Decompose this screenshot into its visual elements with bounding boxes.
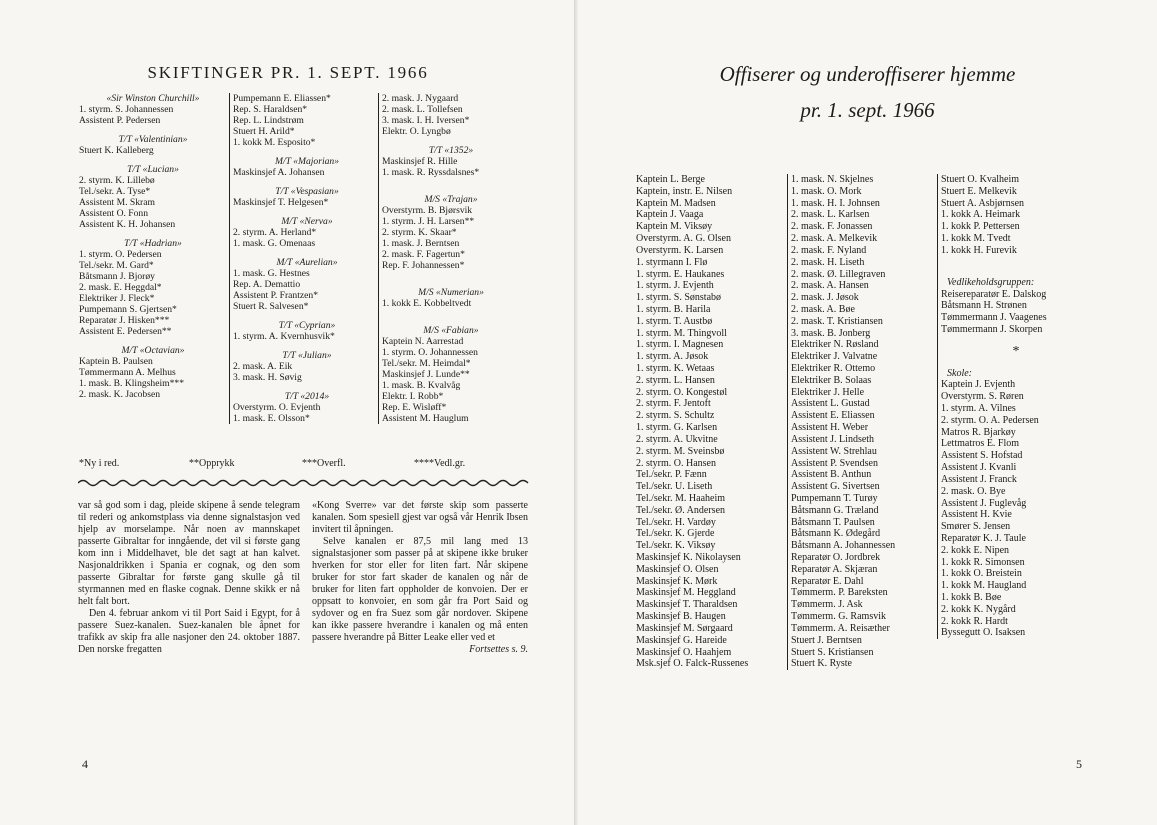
crew-entry: 2. mask. K. Jacobsen — [79, 389, 160, 400]
ship-heading: M/S «Numerian» — [418, 287, 484, 298]
crew-entry: 1. kokk M. Tvedt — [941, 233, 1011, 245]
crew-entry: Tel./sekr. M. Haaheim — [636, 492, 725, 504]
crew-entry: 1. mask. O. Mork — [791, 185, 862, 197]
footnote-maintenance: ****Vedl.gr. — [414, 458, 466, 469]
crew-entry: Msk.sjef O. Falck-Russenes — [636, 658, 749, 670]
crew-entry: Assistent K. H. Johansen — [79, 219, 176, 230]
crew-entry: 1. styrm. S. Johannessen — [79, 104, 174, 115]
asterism-divider: * — [1012, 343, 1020, 359]
crew-entry: 1. styrm. K. Wetaas — [636, 363, 715, 374]
crew-entry: 2. mask. J. Jøsok — [791, 292, 859, 304]
spacer — [382, 309, 520, 317]
crew-entry: 1. styrm. J. Evjenth — [636, 280, 714, 292]
crew-entry: 2. kokk K. Nygård — [941, 603, 1016, 615]
crew-entry: 2. styrm. L. Hansen — [636, 374, 715, 386]
crew-entry: Pumpemann E. Eliassen* — [233, 93, 331, 104]
crew-entry: Maskinsjef A. Johansen — [233, 167, 325, 178]
group-heading: Skole: — [947, 367, 972, 379]
spacer — [941, 257, 1091, 267]
right-page-title: Offiserer og underoffiserer hjemme — [719, 62, 1016, 86]
ship-heading: T/T «Hadrian» — [124, 238, 182, 249]
crew-entry: 1. kokk O. Breistein — [941, 568, 1022, 580]
spacer — [233, 208, 381, 216]
spacer — [233, 383, 381, 391]
wavy-divider — [78, 477, 530, 489]
crew-entry: 1. kokk A. Heimark — [941, 209, 1021, 221]
spacer — [79, 126, 227, 134]
crew-entry: Assistent P. Svendsen — [791, 457, 878, 469]
crew-entry: Kaptein M. Madsen — [636, 197, 716, 209]
crew-entry: 2. mask. E. Heggdal* — [79, 282, 162, 293]
crew-entry: Båtsmann K. Ødegård — [791, 528, 881, 540]
footnote-transfer: ***Overfl. — [302, 458, 346, 469]
crew-entry: Assistent P. Frantzen* — [233, 290, 319, 301]
crew-entry: Båtsmann A. Johannessen — [791, 540, 896, 552]
crew-entry: Assistent E. Pedersen** — [79, 326, 172, 337]
crew-entry: Overstyrm. K. Larsen — [636, 244, 724, 256]
spacer — [233, 312, 381, 320]
crew-entry: 3. mask. B. Jonberg — [791, 327, 871, 339]
page-number-left: 4 — [82, 757, 88, 771]
crew-entry: Assistent J. Kvanli — [941, 462, 1017, 474]
crew-entry: Assistent M. Skram — [79, 197, 155, 208]
ship-heading: T/T «2014» — [284, 391, 330, 402]
spacer — [941, 358, 1091, 368]
crew-entry: 1. mask. J. Berntsen — [382, 238, 460, 249]
crew-entry: Maskinsjef O. Haahjem — [636, 646, 732, 658]
crew-entry: Tel./sekr. A. Tyse* — [79, 186, 151, 197]
crew-entry: Tel./sekr. M. Heimdal* — [382, 358, 471, 369]
crew-entry: Tømmermann J. Skorpen — [941, 323, 1043, 335]
crew-entry: 1. kokk B. Bøe — [941, 592, 1002, 603]
crew-entry: Tømmerm. G. Ramsvik — [791, 611, 886, 623]
ship-heading: M/T «Aurelian» — [276, 257, 338, 268]
right-page-subtitle: pr. 1. sept. 1966 — [800, 98, 935, 122]
crew-entry: Elektriker N. Røsland — [791, 339, 879, 351]
crew-entry: Stuert H. Arild* — [233, 126, 295, 137]
ship-heading: M/T «Octavian» — [121, 345, 185, 356]
crew-entry: 2. mask. J. Nygaard — [382, 93, 459, 104]
crew-entry: Reparatør A. Skjæran — [791, 563, 878, 575]
spacer — [382, 279, 520, 287]
crew-entry: Elektriker J. Helle — [791, 386, 865, 398]
ship-heading: T/T «Cyprian» — [278, 320, 336, 331]
article-paragraph: Selve kanalen er 87,5 mil lang med 13 signalstasjoner som passer på at skipene ikke bruker hverken for stor eller for liten fart. Når skipene bruker for stor fart skader de kanalen og når de bruker for liten fart oppholder de konvoien. Der er oppsatt to konvoier, en som går fra Port Said og sydover og en fra Suez som går nordover. Skipene kan ikke passere hverandre i kanalen og må enten passere hverandre på Bitter Leake eller ved et — [312, 536, 528, 643]
spacer — [79, 337, 227, 345]
crew-entry: Assistent J. Fuglevåg — [941, 497, 1027, 509]
officers-column-2 — [787, 174, 937, 670]
crew-entry: 3. mask. I. H. Iversen* — [382, 115, 470, 126]
crew-entry: 1. mask. G. Omenaas — [233, 238, 316, 249]
crew-entry: 1. styrm. M. Thingvoll — [636, 327, 727, 339]
spacer — [79, 156, 227, 164]
crew-entry: 2. mask. A. Hansen — [791, 280, 869, 292]
spacer — [941, 267, 1091, 277]
crew-entry: Tel./sekr. H. Vardøy — [636, 516, 716, 528]
crew-entry: Overstyrm. S. Røren — [941, 391, 1024, 403]
crew-entry: Overstyrm. A. G. Olsen — [636, 233, 731, 245]
article-column-2 — [312, 500, 528, 656]
ship-heading: T/T «Valentinian» — [118, 134, 188, 145]
crew-entry: Elektriker J. Fleck* — [79, 293, 155, 304]
crew-entry: 2. styrm. A. Herland* — [233, 227, 317, 238]
crew-entry: 1. styrm. A. Vilnes — [941, 403, 1016, 414]
spacer — [79, 230, 227, 238]
crew-entry: Assistent H. Weber — [791, 422, 869, 434]
crew-entry: 2. mask. A. Bøe — [791, 303, 855, 315]
crew-entry: Kaptein N. Aarrestad — [382, 336, 464, 347]
crew-entry: Båtsmann T. Paulsen — [791, 516, 875, 528]
crew-entry: Stuert K. Kalleberg — [79, 145, 154, 156]
crew-entry: Byssegutt O. Isaksen — [941, 627, 1026, 639]
spacer — [233, 148, 381, 156]
crew-entry: 1. kokk M. Esposito* — [233, 137, 316, 148]
crew-entry: 2. kokk R. Hardt — [941, 615, 1008, 627]
crew-entry: 2. styrm. F. Jentoft — [636, 398, 711, 410]
crew-entry: Assistent J. Franck — [941, 473, 1017, 485]
crew-entry: 2. mask. F. Fagertun* — [382, 249, 465, 260]
crew-entry: Tel./sekr. K. Viksøy — [636, 540, 716, 552]
spacer — [233, 249, 381, 257]
crew-entry: 2. mask. L. Karlsen — [791, 209, 870, 221]
crew-entry: Stuert O. Kvalheim — [941, 174, 1020, 185]
crew-entry: 2. mask. A. Melkevik — [791, 233, 878, 245]
crew-entry: Tel./sekr. U. Liseth — [636, 481, 713, 493]
article-paragraph: var så god som i dag, pleide skipene å sende telegram til rederi og ankomstplass via denne signalstasjon ved hjelp av morselampe. Når noen av mannskapet passerte Gibraltar for inngående, det vil si første gang kom inn i Middelhavet, ble det sagt at han kalvet. Nasjonaldrikken i Spania er cognak, og den som passerte Gibraltar for første gang skulle gå til styrmannen med en flaske cognak. Denne skikk er nå helt falt bort. — [78, 500, 300, 607]
crew-entry: Elektriker J. Valvatne — [791, 351, 878, 363]
crew-entry: Rep. L. Lindstrøm — [233, 115, 304, 126]
crew-entry: 1. styrm. T. Austbø — [636, 315, 713, 327]
officers-column-3 — [937, 174, 1091, 639]
crew-entry: Assistent E. Eliassen — [791, 410, 875, 422]
crew-entry: Assistent P. Pedersen — [79, 115, 161, 126]
crew-entry: Maskinsjef T. Tharaldsen — [636, 599, 738, 611]
ship-heading: M/T «Nerva» — [281, 216, 333, 227]
continued-note: Fortsettes s. 9. — [469, 644, 528, 655]
crew-entry: 1. mask. B. Klingsheim*** — [79, 378, 184, 389]
footnote-promotion: **Opprykk — [189, 458, 235, 469]
footnote-new: *Ny i red. — [79, 458, 120, 469]
ship-heading: T/T «1352» — [428, 145, 474, 156]
crew-entry: Kaptein J. Evjenth — [941, 379, 1016, 391]
crew-entry: Reisereparatør E. Dalskog — [941, 288, 1047, 300]
spacer — [382, 137, 520, 145]
crew-entry: 2. mask. F. Nyland — [791, 244, 867, 256]
crew-entry: 1. styrm. S. Sønstabø — [636, 292, 722, 304]
left-page-title: SKIFTINGER PR. 1. SEPT. 1966 — [147, 63, 429, 82]
crew-entry: 2. mask. F. Jonassen — [791, 221, 873, 233]
crew-entry: Tel./sekr. Ø. Andersen — [636, 504, 726, 516]
crew-entry: Maskinsjef O. Olsen — [636, 563, 719, 575]
crew-entry: Tel./sekr. P. Fænn — [636, 469, 707, 481]
crew-entry: Båtsmann H. Strønen — [941, 300, 1027, 312]
ship-heading: M/T «Majorian» — [274, 156, 340, 167]
crew-changes-column-2 — [229, 93, 381, 424]
crew-entry: 1. styrm. G. Karlsen — [636, 422, 718, 434]
crew-entry: Elektriker R. Ottemo — [791, 363, 876, 374]
crew-entry: 1. styrm. O. Pedersen — [79, 249, 162, 260]
crew-entry: Tømmerm. A. Reisæther — [791, 622, 890, 634]
crew-entry: Tømmermann J. Vaagenes — [941, 312, 1047, 324]
article-paragraph: Den 4. februar ankom vi til Port Said i Egypt, for å passere Suez-kanalen. Suez-kanalen ble åpnet for trafikk av skip fra alle nasjoner den 24. oktober 1887. Den norske fregatten — [78, 608, 300, 655]
crew-entry: 2. styrm. M. Sveinsbø — [636, 445, 725, 457]
left-page — [0, 0, 576, 825]
crew-entry: 1. styrm. A. Kvernhusvik* — [233, 331, 335, 342]
crew-entry: 1. mask. B. Kvalvåg — [382, 380, 461, 391]
crew-entry: 1. styrm. A. Jøsok — [636, 351, 709, 363]
crew-entry: Lettmatros E. Flom — [941, 438, 1020, 450]
crew-entry: Kaptein B. Paulsen — [79, 356, 153, 367]
crew-entry: 1. kokk E. Kobbeltvedt — [382, 298, 472, 309]
crew-entry: 2. styrm. K. Skaar* — [382, 227, 457, 238]
crew-entry: Assistent H. Kvie — [941, 509, 1012, 521]
crew-entry: Tømmerm. P. Bareksten — [791, 587, 888, 599]
crew-entry: Båtsmann G. Træland — [791, 504, 879, 516]
crew-entry: Assistent W. Strehlau — [791, 445, 877, 457]
crew-entry: Assistent B. Anthun — [791, 469, 872, 481]
ship-heading: T/T «Julian» — [282, 350, 332, 361]
article-paragraph: «Kong Sverre» var det første skip som passerte kanalen. Som spesiell gjest var også vår Henrik Ibsen invitert til åpningen. — [312, 500, 528, 535]
crew-entry: 2. kokk E. Nipen — [941, 544, 1010, 556]
crew-entry: Rep. A. Demattio — [233, 279, 301, 290]
crew-entry: Tømmermann A. Melhus — [79, 367, 176, 378]
ship-heading: «Sir Winston Churchill» — [106, 93, 200, 104]
crew-entry: Maskinsjef M. Heggland — [636, 587, 736, 599]
crew-entry: 1. mask. R. Ryssdalsnes* — [382, 167, 480, 178]
crew-entry: 3. mask. H. Søvig — [233, 372, 302, 383]
crew-entry: 1. kokk M. Haugland — [941, 580, 1027, 592]
spacer — [382, 186, 520, 194]
crew-entry: Assistent G. Sivertsen — [791, 481, 880, 493]
crew-entry: 1. mask. E. Olsson* — [233, 413, 310, 424]
crew-entry: 1. styrm. J. H. Larsen** — [382, 216, 475, 227]
crew-entry: Stuert J. Berntsen — [791, 634, 862, 646]
crew-entry: Kaptein M. Viksøy — [636, 221, 713, 233]
crew-entry: 2. mask. H. Liseth — [791, 256, 865, 268]
crew-entry: Assistent S. Hofstad — [941, 450, 1023, 462]
crew-entry: Reparatør J. Hisken*** — [79, 315, 170, 326]
crew-entry: Tel./sekr. M. Gard* — [79, 260, 154, 271]
crew-entry: 1. styrm. B. Harila — [636, 303, 711, 315]
crew-entry: 2. mask. A. Eik — [233, 361, 293, 372]
spacer — [382, 271, 520, 279]
crew-entry: Stuert K. Ryste — [791, 658, 852, 670]
crew-entry: Kaptein, instr. E. Nilsen — [636, 185, 733, 197]
article-column-1 — [78, 500, 300, 656]
crew-entry: Pumpemann S. Gjertsen* — [79, 304, 177, 315]
crew-entry: Stuert E. Melkevik — [941, 185, 1017, 197]
spacer — [382, 317, 520, 325]
crew-entry: Matros R. Bjarkøy — [941, 426, 1016, 438]
crew-entry: Elektr. I. Robb* — [382, 391, 444, 402]
page-number-right: 5 — [1076, 757, 1082, 771]
crew-entry: 1. mask. G. Hestnes — [233, 268, 310, 279]
crew-entry: Assistent O. Fonn — [79, 208, 149, 219]
crew-entry: Tømmerm. J. Ask — [791, 599, 863, 611]
crew-entry: Assistent J. Lindseth — [791, 433, 875, 445]
crew-entry: 2. styrm. O. A. Pedersen — [941, 414, 1039, 426]
crew-entry: 1. styrm. O. Johannessen — [382, 347, 478, 358]
crew-entry: 1. kokk P. Pettersen — [941, 221, 1020, 233]
crew-entry: 2. styrm. A. Ukvitne — [636, 433, 718, 445]
crew-entry: 2. mask. O. Bye — [941, 485, 1006, 497]
crew-entry: 2. mask. Ø. Lillegraven — [791, 268, 886, 280]
spacer — [382, 178, 520, 186]
crew-entry: Rep. F. Johannessen* — [382, 260, 465, 271]
crew-changes-column-1 — [79, 93, 227, 400]
crew-entry: Maskinsjef J. Lunde** — [382, 369, 470, 380]
crew-entry: Maskinsjef T. Helgesen* — [233, 197, 329, 208]
group-heading: Vedlikeholdsgruppen: — [947, 276, 1035, 288]
crew-entry: 1. kokk H. Furevik — [941, 244, 1017, 256]
crew-entry: Stuert R. Salvesen* — [233, 301, 309, 312]
crew-entry: 1. mask. H. I. Johnsen — [791, 197, 880, 209]
crew-entry: Maskinsjef B. Haugen — [636, 611, 726, 623]
ship-heading: T/T «Vespasian» — [275, 186, 339, 197]
ship-heading: M/S «Trajan» — [424, 194, 478, 205]
crew-entry: Assistent L. Gustad — [791, 398, 870, 410]
crew-entry: Reparatør E. Dahl — [791, 575, 864, 587]
crew-entry: Overstyrm. B. Bjørsvik — [382, 205, 473, 216]
crew-entry: Smører S. Jensen — [941, 521, 1011, 533]
crew-entry: Tel./sekr. K. Gjerde — [636, 528, 715, 540]
crew-entry: Overstyrm. O. Evjenth — [233, 402, 321, 413]
spacer — [233, 178, 381, 186]
crew-entry: Maskinsjef K. Mørk — [636, 575, 718, 587]
crew-entry: 2. mask. T. Kristiansen — [791, 315, 883, 327]
crew-entry: Kaptein J. Vaaga — [636, 209, 704, 221]
crew-entry: Maskinsjef G. Hareide — [636, 634, 727, 646]
crew-entry: Maskinsjef K. Nikolaysen — [636, 552, 741, 563]
crew-entry: Elektr. O. Lyngbø — [382, 126, 451, 137]
crew-entry: 1. mask. N. Skjelnes — [791, 174, 874, 185]
crew-entry: Maskinsjef R. Hille — [382, 156, 458, 167]
crew-entry: 2. styrm. K. Lillebø — [79, 175, 155, 186]
crew-entry: Rep. E. Wisløff* — [382, 402, 447, 413]
crew-entry: Rep. S. Haraldsen* — [233, 104, 308, 115]
officers-column-1 — [636, 174, 781, 670]
crew-entry: Reparatør O. Jordbrek — [791, 552, 881, 563]
crew-changes-column-3 — [378, 93, 520, 424]
crew-entry: 2. mask. L. Tollefsen — [382, 104, 463, 115]
crew-entry: 1. styrmann I. Flø — [636, 256, 708, 268]
crew-entry: 2. styrm. S. Schultz — [636, 410, 715, 422]
crew-entry: 1. styrm. E. Haukanes — [636, 268, 725, 280]
crew-entry: Stuert A. Asbjørnsen — [941, 197, 1025, 209]
crew-entry: Stuert S. Kristiansen — [791, 646, 874, 658]
ship-heading: T/T «Lucian» — [127, 164, 179, 175]
crew-entry: 1. styrm. I. Magnesen — [636, 339, 724, 351]
crew-entry: Båtsmann J. Bjorøy — [79, 271, 155, 282]
crew-entry: 2. styrm. O. Kongestøl — [636, 386, 728, 398]
crew-entry: Reparatør K. J. Taule — [941, 532, 1026, 544]
crew-entry: Kaptein L. Berge — [636, 174, 705, 185]
ship-heading: M/S «Fabian» — [423, 325, 479, 336]
crew-entry: 1. kokk R. Simonsen — [941, 556, 1025, 568]
crew-entry: Elektriker B. Solaas — [791, 374, 872, 386]
spacer — [233, 342, 381, 350]
crew-entry: Maskinsjef M. Sørgaard — [636, 622, 733, 634]
crew-entry: Pumpemann T. Turøy — [791, 492, 878, 504]
crew-entry: 2. styrm. O. Hansen — [636, 457, 716, 469]
crew-entry: Assistent M. Hauglum — [382, 413, 469, 424]
